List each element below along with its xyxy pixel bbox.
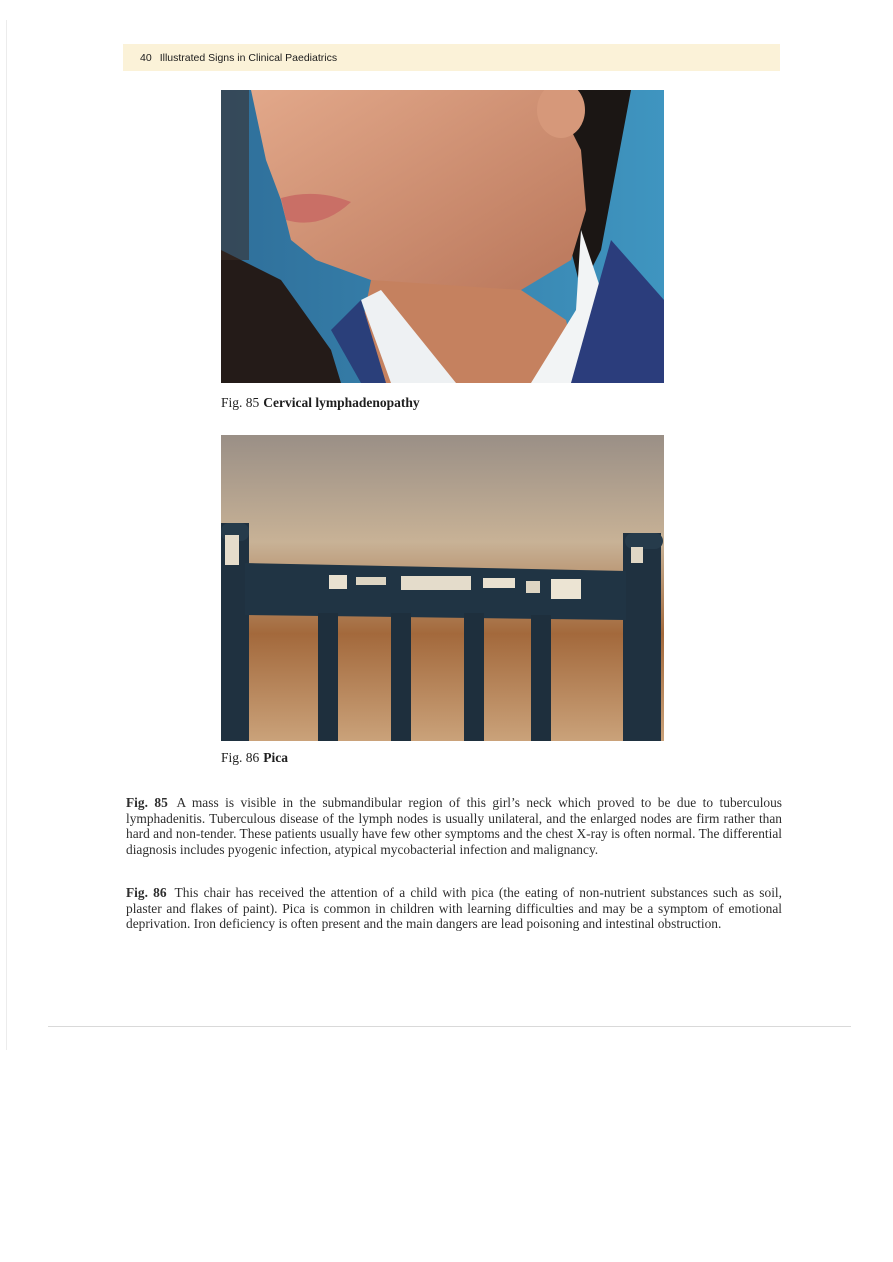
figure-85-caption	[221, 395, 420, 411]
figure-86-description	[126, 885, 782, 932]
figure-86-caption	[221, 750, 288, 766]
paragraph-86-text: This chair has received the attention of a child with pica (the eating of non-nutrient substances such as soil, plaster and flakes of paint). Pica is common in children with learning difficulties and may be a symptom of emotional deprivation. Iron deficiency is often present and the main dangers are lead poisoning and intestinal obstruction.	[126, 885, 783, 932]
page-number: 40	[140, 51, 152, 64]
figure-86-photo	[221, 435, 664, 741]
figure-85-photo	[221, 90, 664, 383]
neck-photo-illustration	[221, 90, 664, 383]
figure-86-label: Fig. 86	[221, 750, 260, 765]
chair-photo-illustration	[221, 435, 664, 741]
paragraph-85-text: A mass is visible in the submandibular region of this girl’s neck which proved to be due to tuberculous lymphadenitis. Tuberculous disease of the lymph nodes is usually unilateral, and the enlarged nodes are firm rather than hard and non-tender. These patients usually have few other symptoms and the chest X-ray is often normal. The differential diagnosis includes pyogenic infection, atypical mycobacterial infection and malignancy.	[126, 795, 783, 857]
paragraph-85-lead: Fig. 85	[126, 795, 168, 810]
figure-85-description	[126, 795, 782, 857]
figure-85-title: Cervical lymphadenopathy	[263, 395, 420, 410]
figure-85-label: Fig. 85	[221, 395, 260, 410]
paragraph-86-lead: Fig. 86	[126, 885, 167, 900]
scan-edge-line	[6, 20, 7, 1050]
running-header	[123, 44, 780, 71]
book-title: Illustrated Signs in Clinical Paediatrics	[159, 51, 338, 64]
bottom-divider	[48, 1026, 851, 1027]
figure-86-title: Pica	[263, 750, 289, 765]
